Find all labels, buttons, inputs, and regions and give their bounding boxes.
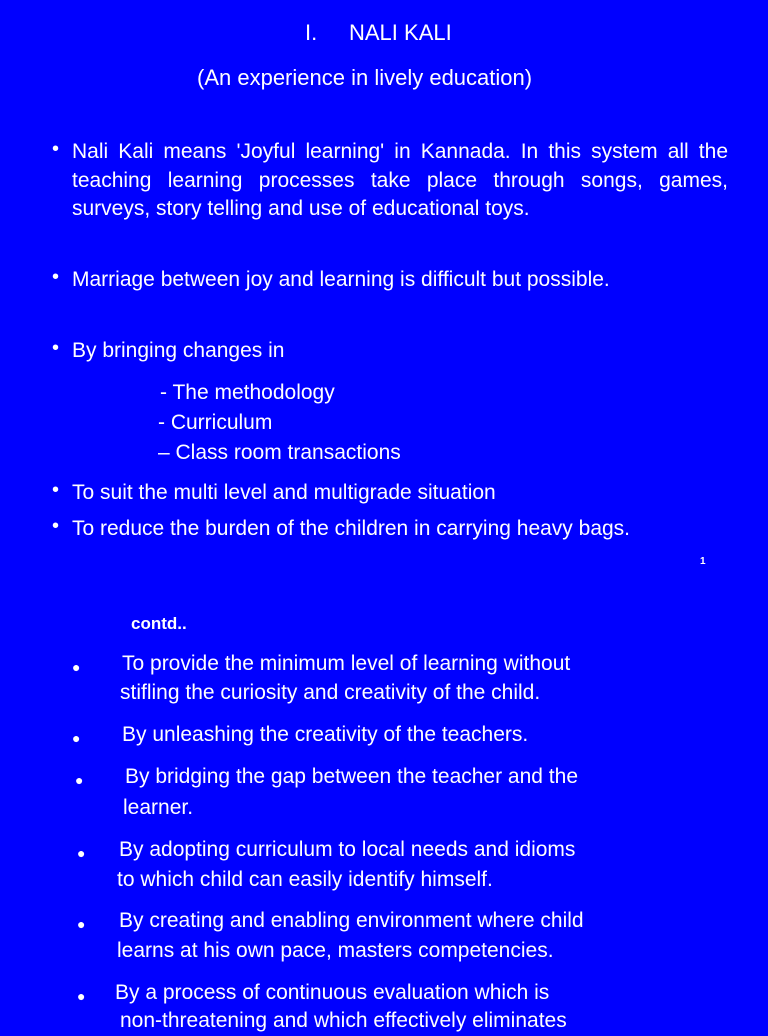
bullet-text: To suit the multi level and multigrade situation (72, 481, 496, 504)
list-item-line: By adopting curriculum to local needs and idioms (119, 838, 576, 861)
bullet-text: Marriage between joy and learning is difficult but possible. (72, 268, 610, 291)
list-item-line: By a process of continuous evaluation which is (115, 981, 550, 1004)
bullet-icon: ● (77, 988, 86, 1004)
bullet-icon: • (52, 266, 60, 288)
list-item-line: By creating and enabling environment where child (119, 909, 584, 932)
page-subtitle: (An experience in lively education) (197, 65, 533, 90)
bullet-icon: • (52, 138, 60, 160)
list-item-line: non-threatening and which effectively eliminates (120, 1009, 567, 1032)
list-item-line: learner. (123, 796, 194, 819)
page-number: 1 (700, 556, 706, 567)
list-item-line: By bridging the gap between the teacher and the (125, 765, 578, 788)
list-item-line: to which child can easily identify himself. (117, 868, 493, 891)
heading-number: I. (305, 20, 318, 45)
list-item-line: stifling the curiosity and creativity of the child. (120, 681, 541, 704)
page-title: NALI KALI (349, 20, 452, 45)
bullet-icon: ● (72, 659, 81, 675)
bullet-text: To reduce the burden of the children in carrying heavy bags. (72, 517, 631, 540)
bullet-text: Nali Kali means 'Joyful learning' in Kannada. In this system all the teaching learning processes take place through songs, games, surveys, story telling and use of educational toys. (72, 140, 728, 220)
list-item-line: learns at his own pace, masters competencies. (117, 939, 554, 962)
sub-item: – Class room transactions (158, 441, 401, 464)
bullet-icon: • (52, 337, 60, 359)
bullet-icon: • (52, 515, 60, 537)
bullet-text: By bringing changes in (72, 339, 285, 362)
list-item-line: By unleashing the creativity of the teachers. (122, 723, 529, 746)
sub-item: - Curriculum (158, 411, 273, 434)
bullet-icon: ● (72, 730, 81, 746)
bullet-icon: • (52, 479, 60, 501)
list-item-line: To provide the minimum level of learning without (122, 652, 571, 675)
contd-label: contd.. (131, 614, 187, 633)
sub-item: - The methodology (160, 381, 335, 404)
bullet-icon: ● (75, 772, 84, 788)
bullet-icon: ● (77, 845, 86, 861)
bullet-icon: ● (77, 916, 86, 932)
